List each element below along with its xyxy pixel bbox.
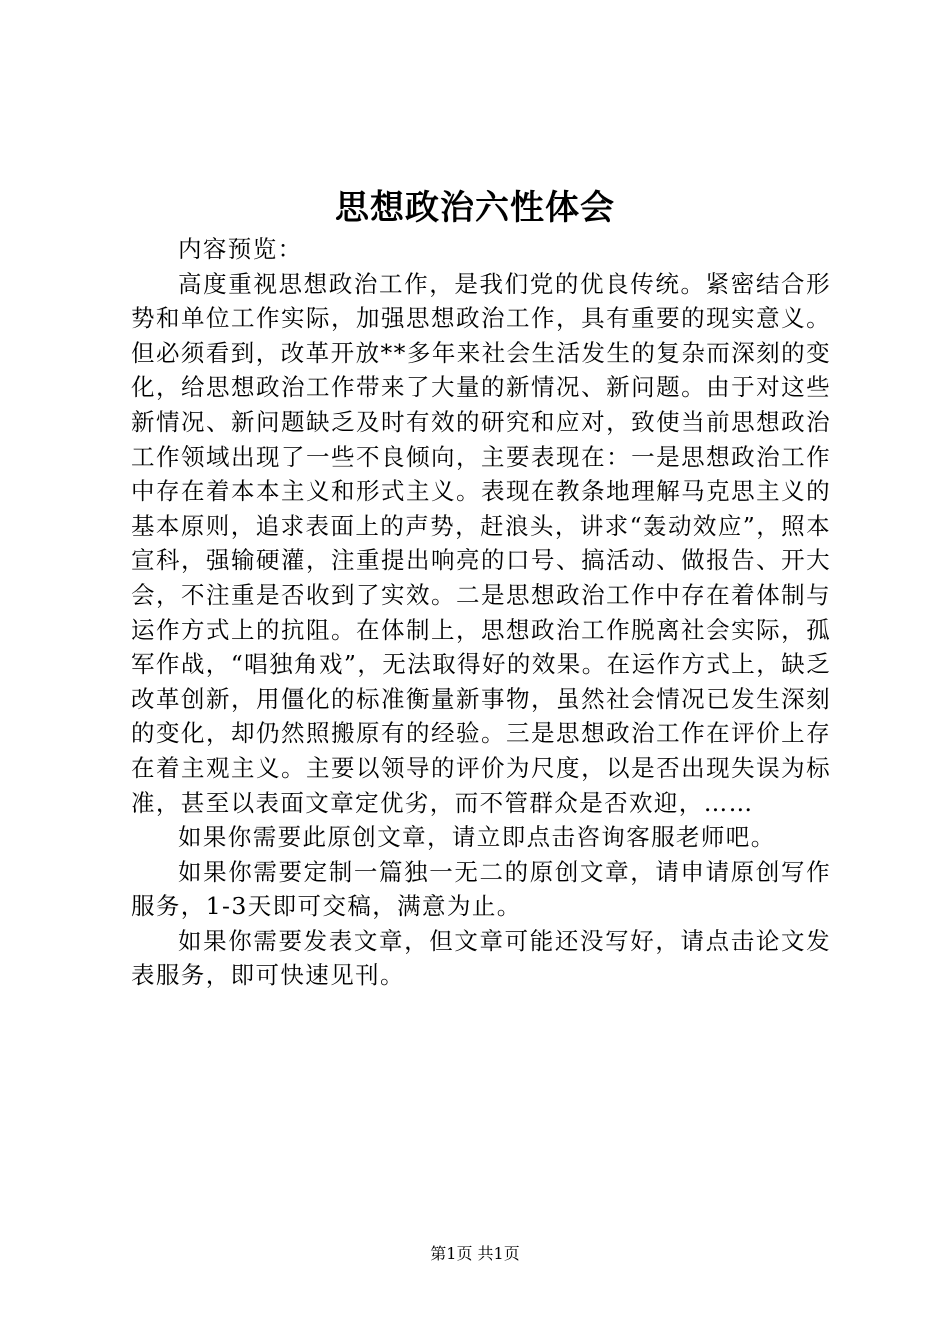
document-title: 思想政治六性体会 [335, 188, 615, 228]
page-footer: 第1页 共1页 [430, 1244, 520, 1263]
consult-paragraph: 如果你需要此原创文章，请立即点击咨询客服老师吧。 [178, 823, 776, 852]
main-paragraph: 高度重视思想政治工作，是我们党的优良传统。紧密结合形势和单位工作实际，加强思想政治工作，具有重要的现实意义。但必须看到，改革开放**多年来社会生活发生的复杂而深刻的变化，给思想政治工作带来了大量的新情况、新问题。由于对这些新情况、新问题缺乏及时有效的研究和应对，致使当前思想政治工作领域出现了一些不良倾向，主要表现在：一是思想政治工作中存在着本本主义和形式主义。表现在教条地理解马克思主义的基本原则，追求表面上的声势，赶浪头，讲求“轰动效应”，照本宣科，强输硬灌，注重提出响亮的口号、搞活动、做报告、开大会，不注重是否收到了实效。二是思想政治工作中存在着体制与运作方式上的抗阻。在体制上，思想政治工作脱离社会实际，孤军作战，“唱独角戏”，无法取得好的效果。在运作方式上，缺乏改革创新，用僵化的标准衡量新事物，虽然社会情况已发生深刻的变化，却仍然照搬原有的经验。三是思想政治工作在评价上存在着主观主义。主要以领导的评价为尺度，以是否出现失误为标准，甚至以表面文章定优劣，而不管群众是否欢迎，…… [131, 269, 831, 817]
custom-writing-paragraph: 如果你需要定制一篇独一无二的原创文章，请申请原创写作服务，1-3天即可交稿，满意为止。 [131, 857, 831, 921]
document-body [131, 232, 831, 993]
publishing-paragraph: 如果你需要发表文章，但文章可能还没写好，请点击论文发表服务，即可快速见刊。 [131, 926, 831, 990]
preview-label: 内容预览： [178, 235, 303, 263]
